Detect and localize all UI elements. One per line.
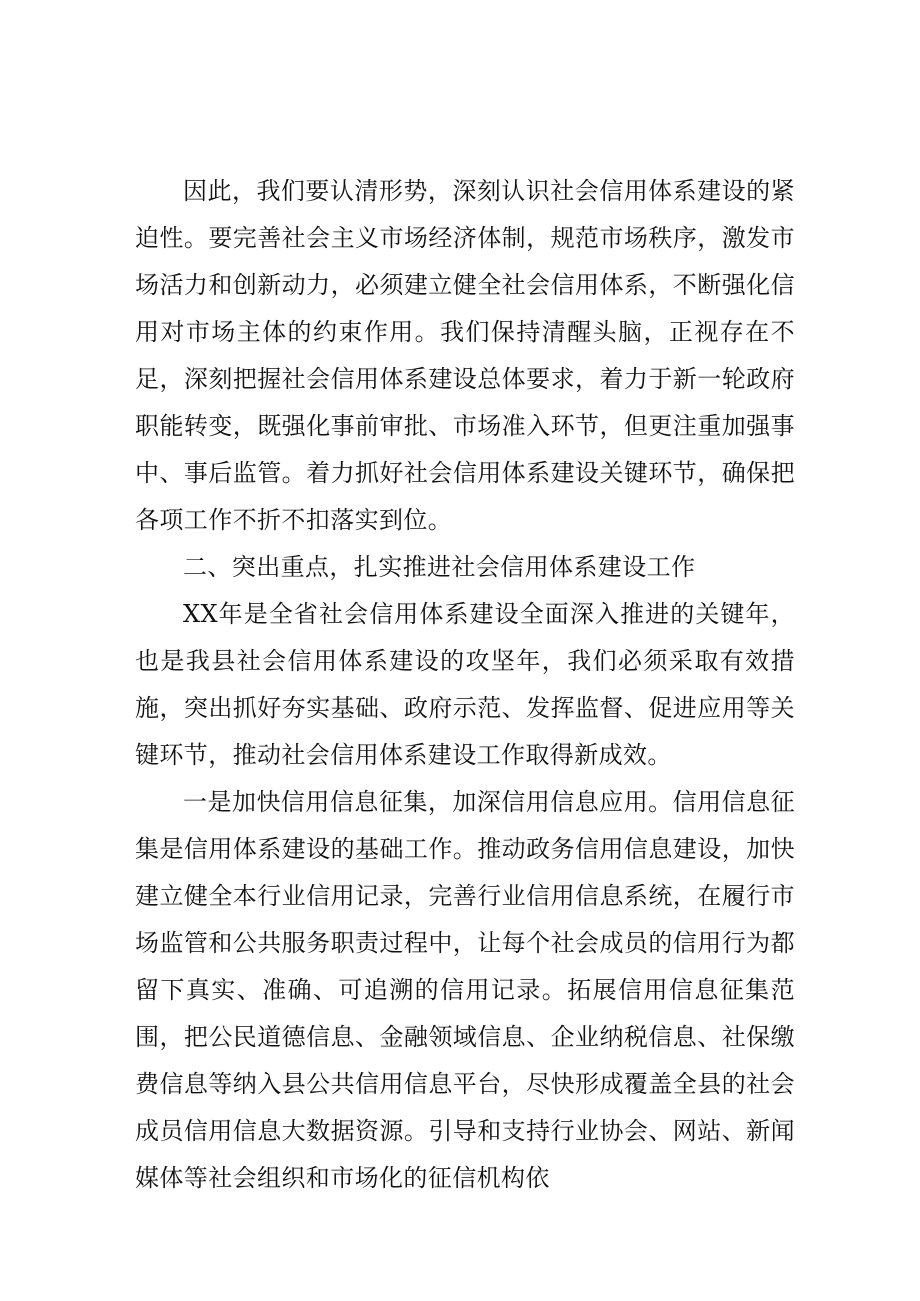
section-heading-two: 二、突出重点，扎实推进社会信用体系建设工作 bbox=[183, 553, 696, 581]
paragraph-situation: 因此，我们要认清形势，深刻认识社会信用体系建设的紧迫性。要完善社会主义市场经济体制，规范市场秩序，激发市场活力和创新动力，必须建立健全社会信用体系，不断强化信用对市场主体的约束作用。我们保持清醒头脑，正视存在不足，深刻把握社会信用体系建设总体要求，着力于新一轮政府职能转变，既强化事前审批、市场准入环节，但更注重加强事中、事后监管。着力抓好社会信用体系建设关键环节，确保把各项工作不折不扣落实到位。 bbox=[135, 177, 795, 534]
paragraph-credit-info: 一是加快信用信息征集，加深信用信息应用。信用信息征集是信用体系建设的基础工作。推动政务信用信息建设，加快建立健全本行业信用记录，完善行业信用信息系统，在履行市场监管和公共服务职责过程中，让每个社会成员的信用行为都留下真实、准确、可追溯的信用记录。拓展信用信息征集范围，把公民道德信息、金融领域信息、企业纳税信息、社保缴费信息等纳入县公共信用信息平台，尽快形成覆盖全县的社会成员信用信息大数据资源。引导和支持行业协会、网站、新闻媒体等社会组织和市场化的征信机构依 bbox=[135, 788, 795, 1192]
document-body bbox=[135, 168, 795, 1202]
paragraph-key-year: XX年是全省社会信用体系建设全面深入推进的关键年，也是我县社会信用体系建设的攻坚年，我们必须采取有效措施，突出抓好夯实基础、政府示范、发挥监督、促进应用等关键环节，推动社会信用体系建设工作取得新成效。 bbox=[135, 600, 795, 769]
